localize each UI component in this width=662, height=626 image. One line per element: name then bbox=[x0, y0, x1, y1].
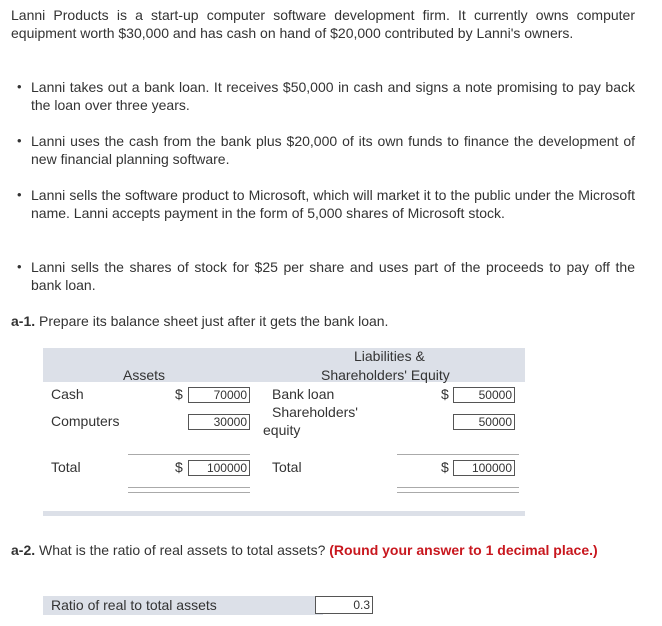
question-text: What is the ratio of real assets to total assets? bbox=[39, 542, 326, 558]
table-footer bbox=[43, 511, 525, 516]
bullet-text: Lanni sells the shares of stock for $25 per share and uses part of the proceeds to pay off the bank loan. bbox=[31, 259, 635, 293]
liabilities-header: Liabilities & bbox=[354, 348, 425, 364]
computers-input[interactable]: 30000 bbox=[188, 414, 250, 430]
question-number: a-2. bbox=[11, 542, 36, 558]
total-liabilities-label: Total bbox=[272, 459, 302, 475]
bullet-item bbox=[17, 186, 635, 222]
currency-sign: $ bbox=[441, 459, 449, 475]
table-header bbox=[43, 348, 525, 382]
total-assets-label: Total bbox=[51, 459, 81, 475]
bank-loan-label: Bank loan bbox=[272, 386, 335, 402]
equity-input[interactable]: 50000 bbox=[453, 414, 515, 430]
question-text: Prepare its balance sheet just after it gets the bank loan. bbox=[39, 313, 389, 329]
balance-sheet-table bbox=[43, 346, 525, 516]
double-underline bbox=[397, 487, 519, 493]
currency-sign: $ bbox=[175, 459, 183, 475]
rounding-note: (Round your answer to 1 decimal place.) bbox=[329, 542, 598, 558]
bullet-text: Lanni uses the cash from the bank plus $20,000 of its own funds to finance the development of new financial planning software. bbox=[31, 133, 635, 167]
bullet-dot: • bbox=[17, 133, 22, 148]
total-liabilities-input[interactable]: 100000 bbox=[453, 460, 515, 476]
bullet-text: Lanni sells the software product to Microsoft, which will market it to the public under the Microsoft name. Lanni accepts payment in the form of 5,000 shares of Microsoft stock. bbox=[31, 187, 635, 221]
question-a1 bbox=[11, 312, 388, 330]
bullet-item bbox=[17, 258, 635, 294]
bank-loan-input[interactable]: 50000 bbox=[453, 387, 515, 403]
shareholders-label: Shareholders' bbox=[272, 404, 358, 420]
bullet-dot: • bbox=[17, 187, 22, 202]
problem-intro: Lanni Products is a start-up computer software development firm. It currently owns computer equipment worth $30,000 and has cash on hand of $20,000 contributed by Lanni's owners. bbox=[11, 7, 635, 41]
bullet-text: Lanni takes out a bank loan. It receives $50,000 in cash and signs a note promising to pay back the loan over three years. bbox=[31, 79, 635, 113]
bullet-item bbox=[17, 78, 635, 114]
ratio-label: Ratio of real to total assets bbox=[51, 597, 217, 613]
ratio-row bbox=[43, 596, 323, 615]
equity-header: Shareholders' Equity bbox=[321, 367, 450, 383]
ratio-input[interactable]: 0.3 bbox=[315, 596, 373, 614]
assets-header: Assets bbox=[123, 367, 166, 383]
cash-label: Cash bbox=[51, 386, 84, 402]
question-a2 bbox=[11, 541, 635, 559]
bullet-item bbox=[17, 132, 635, 168]
currency-sign: $ bbox=[441, 386, 449, 402]
double-underline bbox=[128, 487, 250, 493]
question-number: a-1. bbox=[11, 313, 36, 329]
computers-label: Computers bbox=[51, 413, 120, 429]
cash-input[interactable]: 70000 bbox=[188, 387, 250, 403]
subtotal-rule bbox=[128, 454, 250, 455]
subtotal-rule bbox=[397, 454, 519, 455]
currency-sign: $ bbox=[175, 386, 183, 402]
equity-label: equity bbox=[263, 422, 301, 438]
bullet-dot: • bbox=[17, 259, 22, 274]
bullet-dot: • bbox=[17, 79, 22, 94]
total-assets-input[interactable]: 100000 bbox=[188, 460, 250, 476]
